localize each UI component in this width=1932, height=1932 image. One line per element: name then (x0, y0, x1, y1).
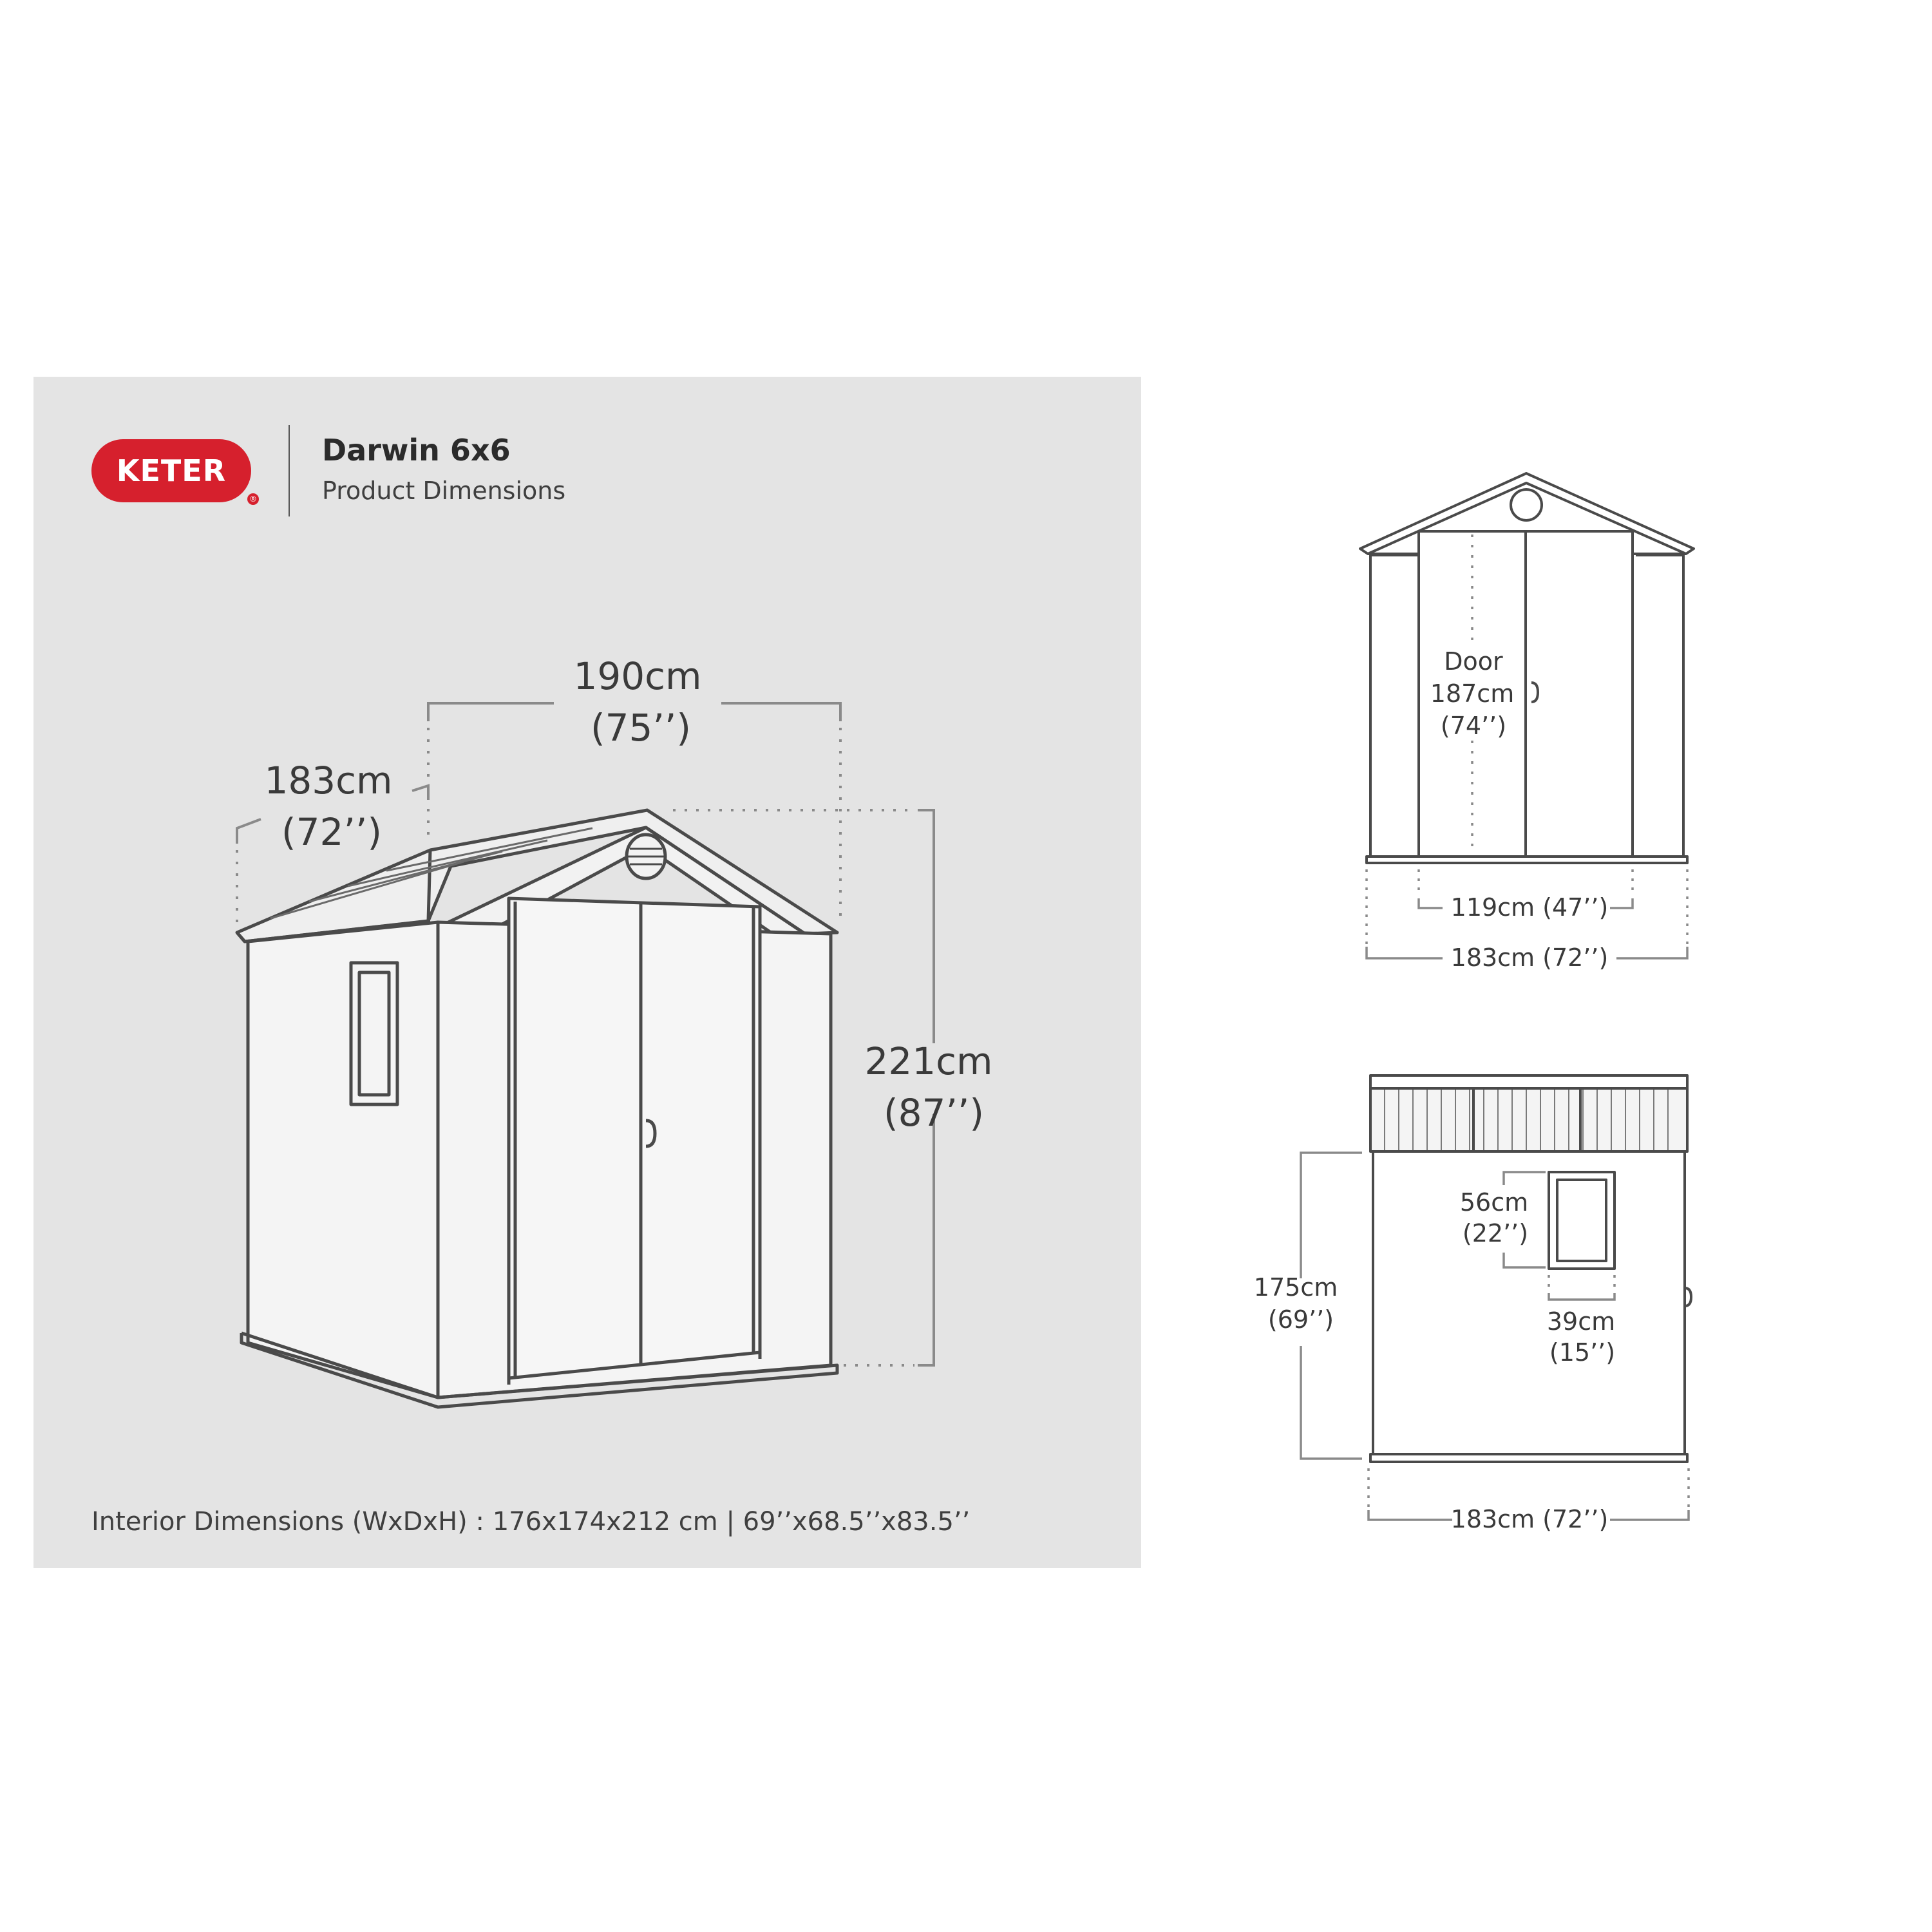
window-width-in-label: (15’’) (1549, 1338, 1616, 1367)
product-title: Darwin 6x6 (322, 433, 511, 468)
side-view-shed (1370, 1075, 1691, 1462)
door-height-in-label: (74’’) (1440, 712, 1507, 740)
wall-height-cm-label: 175cm (1253, 1273, 1338, 1302)
width-in-label: (75’’) (591, 706, 691, 750)
keter-logo: KETER (91, 439, 251, 502)
width-cm-label: 190cm (573, 654, 702, 698)
height-in-label: (87’’) (884, 1091, 984, 1135)
window-height-cm-label: 56cm (1459, 1188, 1529, 1217)
wall-height-in-label: (69’’) (1267, 1305, 1334, 1334)
side-width-label: 183cm (72’’) (1450, 1505, 1609, 1533)
depth-cm-label: 183cm (264, 759, 393, 802)
front-width-label: 183cm (72’’) (1450, 943, 1609, 972)
door-width-label: 119cm (47’’) (1450, 893, 1609, 922)
product-subtitle: Product Dimensions (322, 477, 566, 505)
front-view-shed (1360, 473, 1694, 863)
door-label: Door (1444, 647, 1503, 676)
height-cm-label: 221cm (864, 1039, 993, 1083)
window-height-in-label: (22’’) (1462, 1219, 1529, 1247)
door-height-cm-label: 187cm (1430, 679, 1515, 708)
perspective-shed (237, 810, 837, 1407)
registered-mark: ® (247, 493, 259, 505)
interior-dimensions: Interior Dimensions (WxDxH) : 176x174x212 cm | 69’’x68.5’’x83.5’’ (91, 1507, 971, 1537)
window-width-cm-label: 39cm (1546, 1307, 1616, 1336)
depth-in-label: (72’’) (281, 810, 382, 854)
